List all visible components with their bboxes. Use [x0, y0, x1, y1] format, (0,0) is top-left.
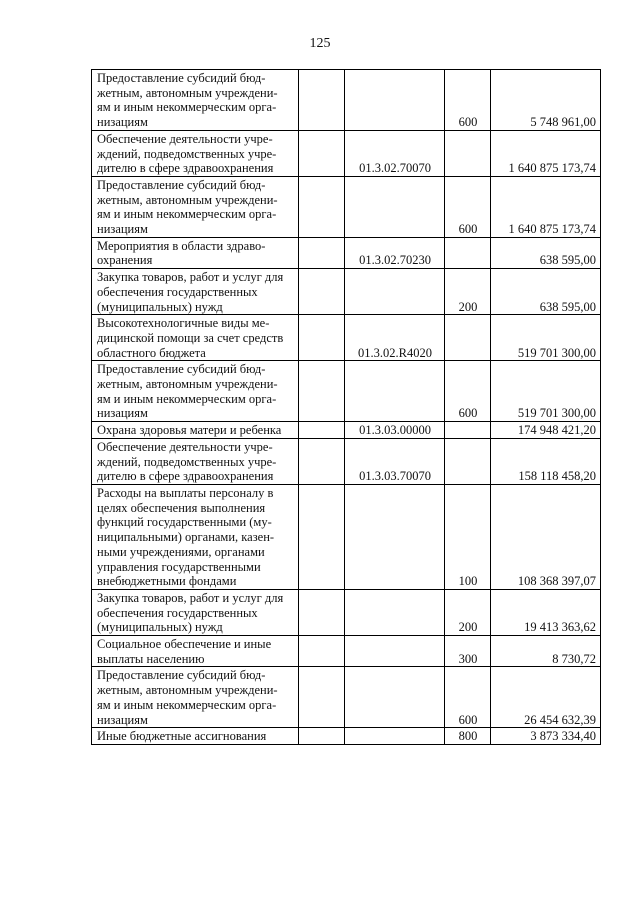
- empty-cell: [299, 130, 345, 176]
- item-name-line: внебюджетными фондами: [97, 574, 237, 589]
- item-name: [92, 667, 299, 728]
- item-name-line: Социальное обеспечение и иные: [97, 637, 272, 652]
- empty-cell: [299, 484, 345, 589]
- amount: 174 948 421,20: [491, 422, 601, 439]
- item-name-line: дицинской помощи за счет средств: [97, 330, 284, 345]
- expense-type: [445, 422, 491, 439]
- item-name-line: жетным, автономным учреждени-: [97, 377, 278, 392]
- amount: 1 640 875 173,74: [491, 176, 601, 237]
- item-name-line: ждений, подведомственных учре-: [97, 146, 277, 161]
- empty-cell: [299, 438, 345, 484]
- item-name: [92, 237, 299, 268]
- expense-type: 600: [445, 361, 491, 422]
- target-code: [345, 361, 445, 422]
- target-code: 01.3.02.70070: [345, 130, 445, 176]
- item-name-line: (муниципальных) нужд: [97, 299, 223, 314]
- amount: 519 701 300,00: [491, 315, 601, 361]
- item-name-line: жетным, автономным учреждени-: [97, 85, 278, 100]
- empty-cell: [299, 422, 345, 439]
- empty-cell: [299, 315, 345, 361]
- item-name-line: Закупка товаров, работ и услуг для: [97, 270, 284, 285]
- item-name-line: низациям: [97, 115, 148, 130]
- expense-type: [445, 237, 491, 268]
- table-row: [92, 589, 601, 635]
- item-name: [92, 589, 299, 635]
- expense-type: 100: [445, 484, 491, 589]
- item-name-line: Обеспечение деятельности учре-: [97, 131, 273, 146]
- empty-cell: [299, 70, 345, 131]
- target-code: [345, 589, 445, 635]
- table-row: [92, 667, 601, 728]
- item-name: [92, 70, 299, 131]
- item-name-line: обеспечения государственных: [97, 284, 258, 299]
- item-name-line: Высокотехнологичные виды ме-: [97, 316, 270, 331]
- item-name-line: Закупка товаров, работ и услуг для: [97, 590, 284, 605]
- item-name-line: жетным, автономным учреждени-: [97, 683, 278, 698]
- item-name: [92, 636, 299, 667]
- table-row: [92, 315, 601, 361]
- empty-cell: [299, 636, 345, 667]
- empty-cell: [299, 667, 345, 728]
- target-code: [345, 484, 445, 589]
- amount: 1 640 875 173,74: [491, 130, 601, 176]
- table-row: [92, 422, 601, 439]
- item-name-line: Предоставление субсидий бюд-: [97, 177, 266, 192]
- item-name: [92, 484, 299, 589]
- expense-type: 200: [445, 269, 491, 315]
- item-name-line: низациям: [97, 406, 148, 421]
- item-name-line: выплаты населению: [97, 651, 205, 666]
- target-code: [345, 176, 445, 237]
- item-name-line: Иные бюджетные ассигнования: [97, 729, 267, 744]
- expense-type: 600: [445, 176, 491, 237]
- item-name-line: функций государственными (му-: [97, 515, 272, 530]
- amount: 108 368 397,07: [491, 484, 601, 589]
- item-name-line: обеспечения государственных: [97, 605, 258, 620]
- item-name-line: ям и иным некоммерческим орга-: [97, 391, 277, 406]
- expense-type: 300: [445, 636, 491, 667]
- amount: 519 701 300,00: [491, 361, 601, 422]
- table-row: [92, 70, 601, 131]
- empty-cell: [299, 589, 345, 635]
- amount: 638 595,00: [491, 269, 601, 315]
- item-name-line: целях обеспечения выполнения: [97, 500, 266, 515]
- table-row: [92, 728, 601, 745]
- target-code: 01.3.02.R4020: [345, 315, 445, 361]
- item-name-line: жетным, автономным учреждени-: [97, 192, 278, 207]
- amount: 19 413 363,62: [491, 589, 601, 635]
- item-name: [92, 269, 299, 315]
- table-row: [92, 361, 601, 422]
- empty-cell: [299, 237, 345, 268]
- item-name-line: областного бюджета: [97, 345, 206, 360]
- budget-table: [91, 69, 601, 745]
- target-code: [345, 70, 445, 131]
- item-name-line: Обеспечение деятельности учре-: [97, 439, 273, 454]
- amount: 3 873 334,40: [491, 728, 601, 745]
- amount: 5 748 961,00: [491, 70, 601, 131]
- item-name-line: Предоставление субсидий бюд-: [97, 668, 266, 683]
- item-name: [92, 176, 299, 237]
- expense-type: 200: [445, 589, 491, 635]
- item-name-line: ными учреждениями, органами: [97, 544, 265, 559]
- target-code: 01.3.02.70230: [345, 237, 445, 268]
- table-row: [92, 438, 601, 484]
- item-name-line: низациям: [97, 712, 148, 727]
- item-name-line: управления государственными: [97, 559, 261, 574]
- table-row: [92, 636, 601, 667]
- amount: 638 595,00: [491, 237, 601, 268]
- target-code: [345, 636, 445, 667]
- target-code: [345, 269, 445, 315]
- item-name-line: низациям: [97, 222, 148, 237]
- target-code: 01.3.03.00000: [345, 422, 445, 439]
- expense-type: 600: [445, 70, 491, 131]
- amount: 26 454 632,39: [491, 667, 601, 728]
- page-number: 125: [309, 36, 331, 51]
- empty-cell: [299, 361, 345, 422]
- item-name-line: Охрана здоровья матери и ребенка: [97, 423, 282, 438]
- item-name-line: дителю в сфере здравоохранения: [97, 469, 274, 484]
- table-row: [92, 130, 601, 176]
- expense-type: [445, 438, 491, 484]
- item-name-line: ям и иным некоммерческим орга-: [97, 697, 277, 712]
- item-name: [92, 315, 299, 361]
- item-name-line: Расходы на выплаты персоналу в: [97, 485, 274, 500]
- item-name-line: дителю в сфере здравоохранения: [97, 161, 274, 176]
- empty-cell: [299, 269, 345, 315]
- expense-type: [445, 130, 491, 176]
- amount: 8 730,72: [491, 636, 601, 667]
- item-name-line: (муниципальных) нужд: [97, 620, 223, 635]
- empty-cell: [299, 176, 345, 237]
- target-code: [345, 728, 445, 745]
- item-name: [92, 422, 299, 439]
- table-row: [92, 237, 601, 268]
- item-name: [92, 438, 299, 484]
- expense-type: 600: [445, 667, 491, 728]
- budget-table-body: [92, 70, 601, 745]
- item-name: [92, 728, 299, 745]
- item-name-line: ям и иным некоммерческим орга-: [97, 207, 277, 222]
- target-code: [345, 667, 445, 728]
- item-name: [92, 130, 299, 176]
- item-name-line: Предоставление субсидий бюд-: [97, 362, 266, 377]
- item-name-line: ждений, подведомственных учре-: [97, 454, 277, 469]
- item-name-line: охранения: [97, 253, 153, 268]
- expense-type: 800: [445, 728, 491, 745]
- empty-cell: [299, 728, 345, 745]
- item-name-line: ниципальными) органами, казен-: [97, 530, 275, 545]
- table-row: [92, 176, 601, 237]
- target-code: 01.3.03.70070: [345, 438, 445, 484]
- amount: 158 118 458,20: [491, 438, 601, 484]
- item-name: [92, 361, 299, 422]
- item-name-line: Мероприятия в области здраво-: [97, 238, 266, 253]
- table-row: [92, 484, 601, 589]
- item-name-line: ям и иным некоммерческим орга-: [97, 100, 277, 115]
- expense-type: [445, 315, 491, 361]
- item-name-line: Предоставление субсидий бюд-: [97, 71, 266, 85]
- table-row: [92, 269, 601, 315]
